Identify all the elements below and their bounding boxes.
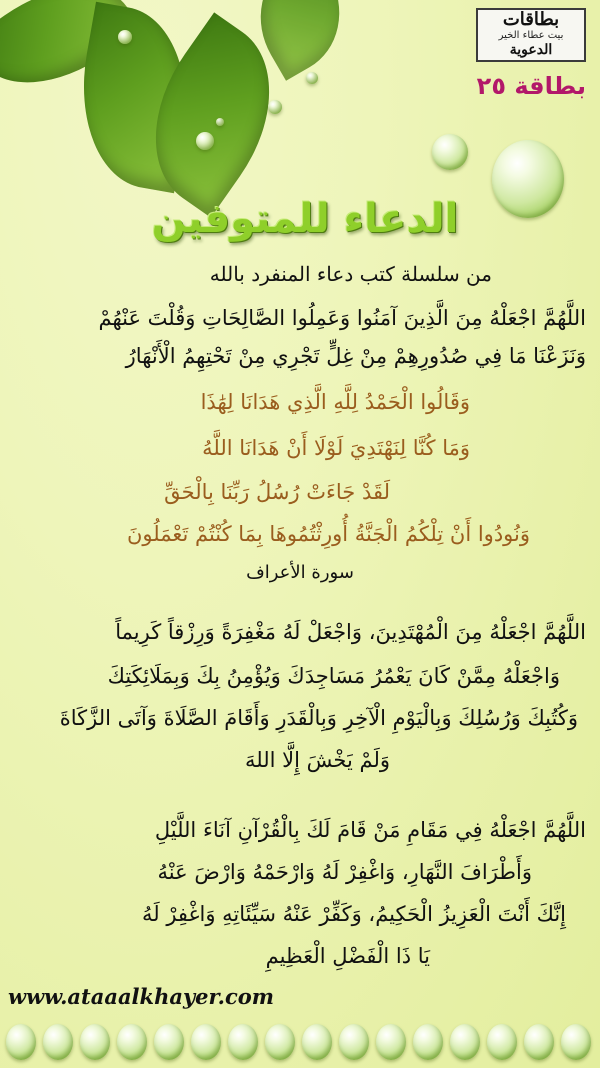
prayer-line: وَمَا كُنَّا لِنَهْتَدِيَ لَوْلَا أَنْ هَدَانَا اللَّهُ [202,436,470,460]
water-drop-icon [302,1024,332,1060]
water-drop-icon [376,1024,406,1060]
prayer-line: وَلَمْ يَخْشَ إِلَّا اللهَ [245,748,390,772]
water-drop-icon [268,100,282,114]
prayer-line: اللَّهُمَّ اجْعَلْهُ فِي مَقَامِ مَنْ قَامَ لَكَ بِالْقُرْآنِ آنَاءَ اللَّيْلِ [154,818,586,842]
water-drop-icon [561,1024,591,1060]
water-drop-icon [216,118,224,126]
prayer-line: وَكُتُبِكَ وَرُسُلِكَ وَبِالْيَوْمِ الْآخِرِ وَبِالْقَدَرِ وَأَقَامَ الصَّلَاةَ وَآتَى الزَّكَاةَ [59,706,578,730]
card-number: بطاقة ٢٥ [476,72,586,100]
prayer-line: اللَّهُمَّ اجْعَلْهُ مِنَ الْمُهْتَدِينَ، وَاجْعَلْ لَهُ مَغْفِرَةً وَرِزْقاً كَرِيماً [115,620,586,644]
water-drop-icon [432,134,468,170]
water-drop-icon [492,140,564,218]
prayer-line: وَقَالُوا الْحَمْدُ لِلَّهِ الَّذِي هَدَانَا لِهَٰذَا [200,390,470,414]
prayer-line: وَنُودُوا أَنْ تِلْكُمُ الْجَنَّةُ أُورِثْتُمُوهَا بِمَا كُنْتُمْ تَعْمَلُونَ [126,522,530,546]
water-drop-icon [154,1024,184,1060]
badge-line-3: الدعوية [509,42,553,58]
water-drop-icon [118,30,132,44]
prayer-line: يَا ذَا الْفَضْلِ الْعَظِيمِ [265,944,430,968]
prayer-line: إِنَّكَ أَنْتَ الْعَزِيزُ الْحَكِيمُ، وَكَفِّرْ عَنْهُ سَيِّئَاتِهِ وَاغْفِرْ لَهُ [141,902,566,926]
water-drop-icon [80,1024,110,1060]
prayer-line: لَقَدْ جَاءَتْ رُسُلُ رَبِّنَا بِالْحَقِّ [164,480,390,504]
publisher-badge [476,8,586,62]
water-drop-icon [228,1024,258,1060]
water-drop-icon [6,1024,36,1060]
water-drop-icon [339,1024,369,1060]
water-drop-icon [43,1024,73,1060]
prayer-line: وَأَطْرَافَ النَّهَارِ، وَاغْفِرْ لَهُ وَارْحَمْهُ وَارْضَ عَنْهُ [157,860,532,884]
website-link[interactable]: www.ataaalkhayer.com [8,984,274,1009]
water-drop-icon [487,1024,517,1060]
subtitle: من سلسلة كتب دعاء المنفرد بالله [209,262,492,286]
prayer-line: اللَّهُمَّ اجْعَلْهُ مِنَ الَّذِينَ آمَنُوا وَعَمِلُوا الصَّالِحَاتِ وَقُلْتَ عَنْهُمْ [98,306,586,330]
water-drop-icon [117,1024,147,1060]
water-drop-icon [524,1024,554,1060]
water-drop-icon [196,132,214,150]
badge-line-1: بطاقات [502,9,560,30]
water-drop-icon [191,1024,221,1060]
badge-line-2: بيت عطاء الخير [498,30,564,41]
source-reference: سورة الأعراف [246,562,354,583]
water-drop-icon [306,72,318,84]
water-drop-icon [413,1024,443,1060]
prayer-line: وَاجْعَلْهُ مِمَّنْ كَانَ يَعْمُرُ مَسَاجِدَكَ وَيُؤْمِنُ بِكَ وَبِمَلَائِكَتِكَ [107,664,560,688]
page-title: الدعاء للمتوفين [151,196,459,242]
water-drop-icon [450,1024,480,1060]
prayer-line: وَنَزَعْنَا مَا فِي صُدُورِهِمْ مِنْ غِلٍّ تَجْرِي مِنْ تَحْتِهِمُ الْأَنْهَارُ [125,344,586,368]
water-drop-icon [265,1024,295,1060]
